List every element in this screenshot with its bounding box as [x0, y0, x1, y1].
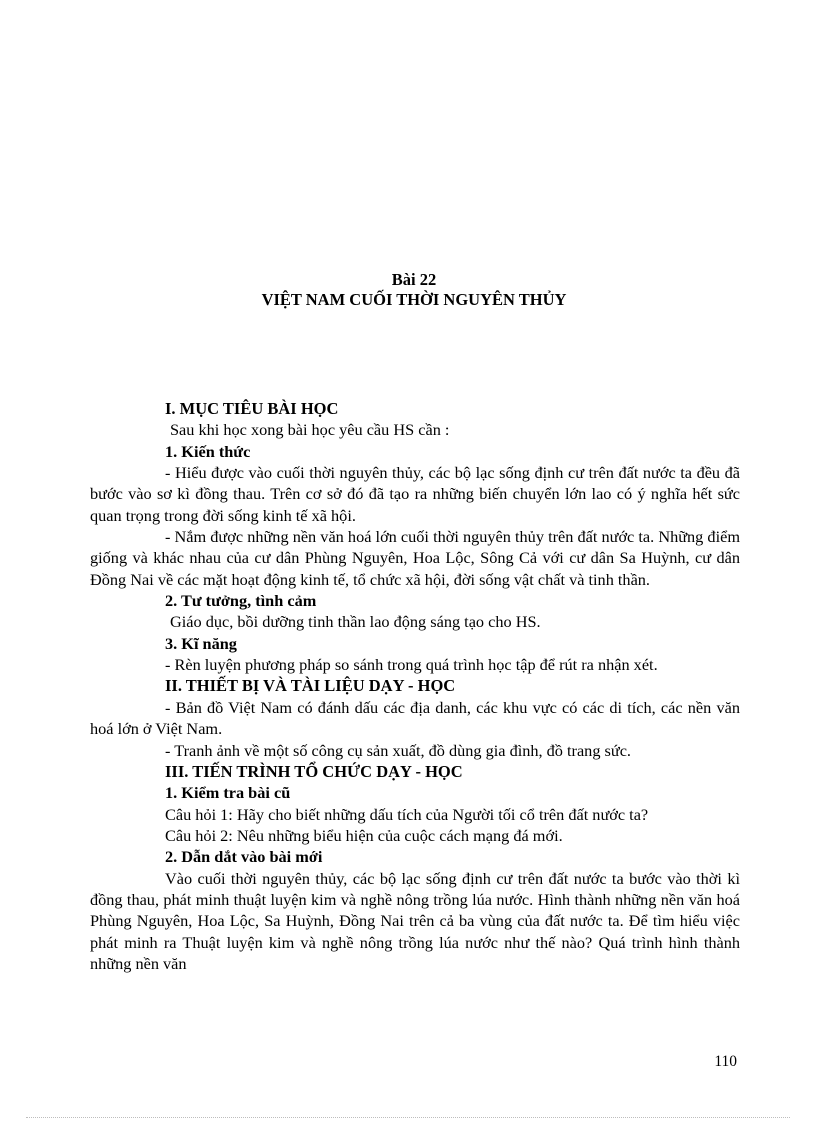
section-heading-process: III. TIẾN TRÌNH TỔ CHỨC DẠY - HỌC: [165, 761, 463, 781]
subheading-knowledge: 1. Kiến thức: [165, 441, 251, 461]
lesson-title-block: [0, 270, 816, 310]
objectives-intro: Sau khi học xong bài học yêu cầu HS cần :: [170, 420, 450, 440]
lesson-title: VIỆT NAM CUỐI THỜI NGUYÊN THỦY: [261, 290, 567, 309]
page-number: 110: [714, 1053, 737, 1070]
equipment-paragraph-1: - Bản đồ Việt Nam có đánh dấu các địa danh, các khu vực có các di tích, các nền văn hoá lớn ở Việt Nam.: [90, 697, 740, 739]
subheading-review: 1. Kiểm tra bài cũ: [165, 783, 291, 803]
subheading-skills: 3. Kĩ năng: [165, 633, 237, 653]
section-heading-objectives: I. MỤC TIÊU BÀI HỌC: [165, 399, 339, 418]
subheading-lead-in: 2. Dẫn dắt vào bài mới: [165, 847, 323, 867]
skills-paragraph: - Rèn luyện phương pháp so sánh trong quá trình học tập để rút ra nhận xét.: [165, 655, 658, 675]
equipment-paragraph-2: - Tranh ảnh về một số công cụ sản xuất, đồ dùng gia đình, đồ trang sức.: [165, 740, 631, 760]
knowledge-paragraph-2: - Nắm được những nền văn hoá lớn cuối thời nguyên thủy trên đất nước ta. Những điểm giống và khác nhau của cư dân Phùng Nguyên, Hoa Lộc, Sông Cả với cư dân Sa Huỳnh, cư dân Đồng Nai về các mặt hoạt động kinh tế, tổ chức xã hội, đời sống vật chất và tinh thần.: [90, 527, 740, 589]
knowledge-paragraph-1: - Hiểu được vào cuối thời nguyên thủy, các bộ lạc sống định cư trên đất nước ta đều đã bước vào sơ kì đồng thau. Trên cơ sở đó đã tạo ra những biến chuyển lớn lao có ý nghĩa hết sức quan trọng trong đời sống kinh tế xã hội.: [90, 463, 740, 525]
subheading-attitude: 2. Tư tưởng, tình cảm: [165, 591, 317, 611]
review-question-1: Câu hỏi 1: Hãy cho biết những dấu tích của Người tối cổ trên đất nước ta?: [165, 804, 649, 824]
section-heading-equipment: II. THIẾT BỊ VÀ TÀI LIỆU DẠY - HỌC: [165, 676, 456, 696]
footer-divider: [26, 1117, 790, 1118]
lesson-number: Bài 22: [391, 270, 437, 289]
review-question-2: Câu hỏi 2: Nêu những biểu hiện của cuộc cách mạng đá mới.: [165, 825, 563, 845]
lead-in-paragraph: Vào cuối thời nguyên thủy, các bộ lạc sống định cư trên đất nước ta bước vào thời kì đồng thau, phát minh thuật luyện kim và nghề nông trồng lúa nước. Hình thành những nền văn hoá Phùng Nguyên, Hoa Lộc, Sa Huỳnh, Đồng Nai trên cả ba vùng của đất nước ta. Để tìm hiểu việc phát minh ra Thuật luyện kim và nghề nông trồng lúa nước như thế nào? Quá trình hình thành những nền văn: [90, 868, 740, 973]
document-body: [90, 398, 740, 974]
attitude-paragraph: Giáo dục, bồi dưỡng tinh thần lao động sáng tạo cho HS.: [170, 612, 541, 632]
